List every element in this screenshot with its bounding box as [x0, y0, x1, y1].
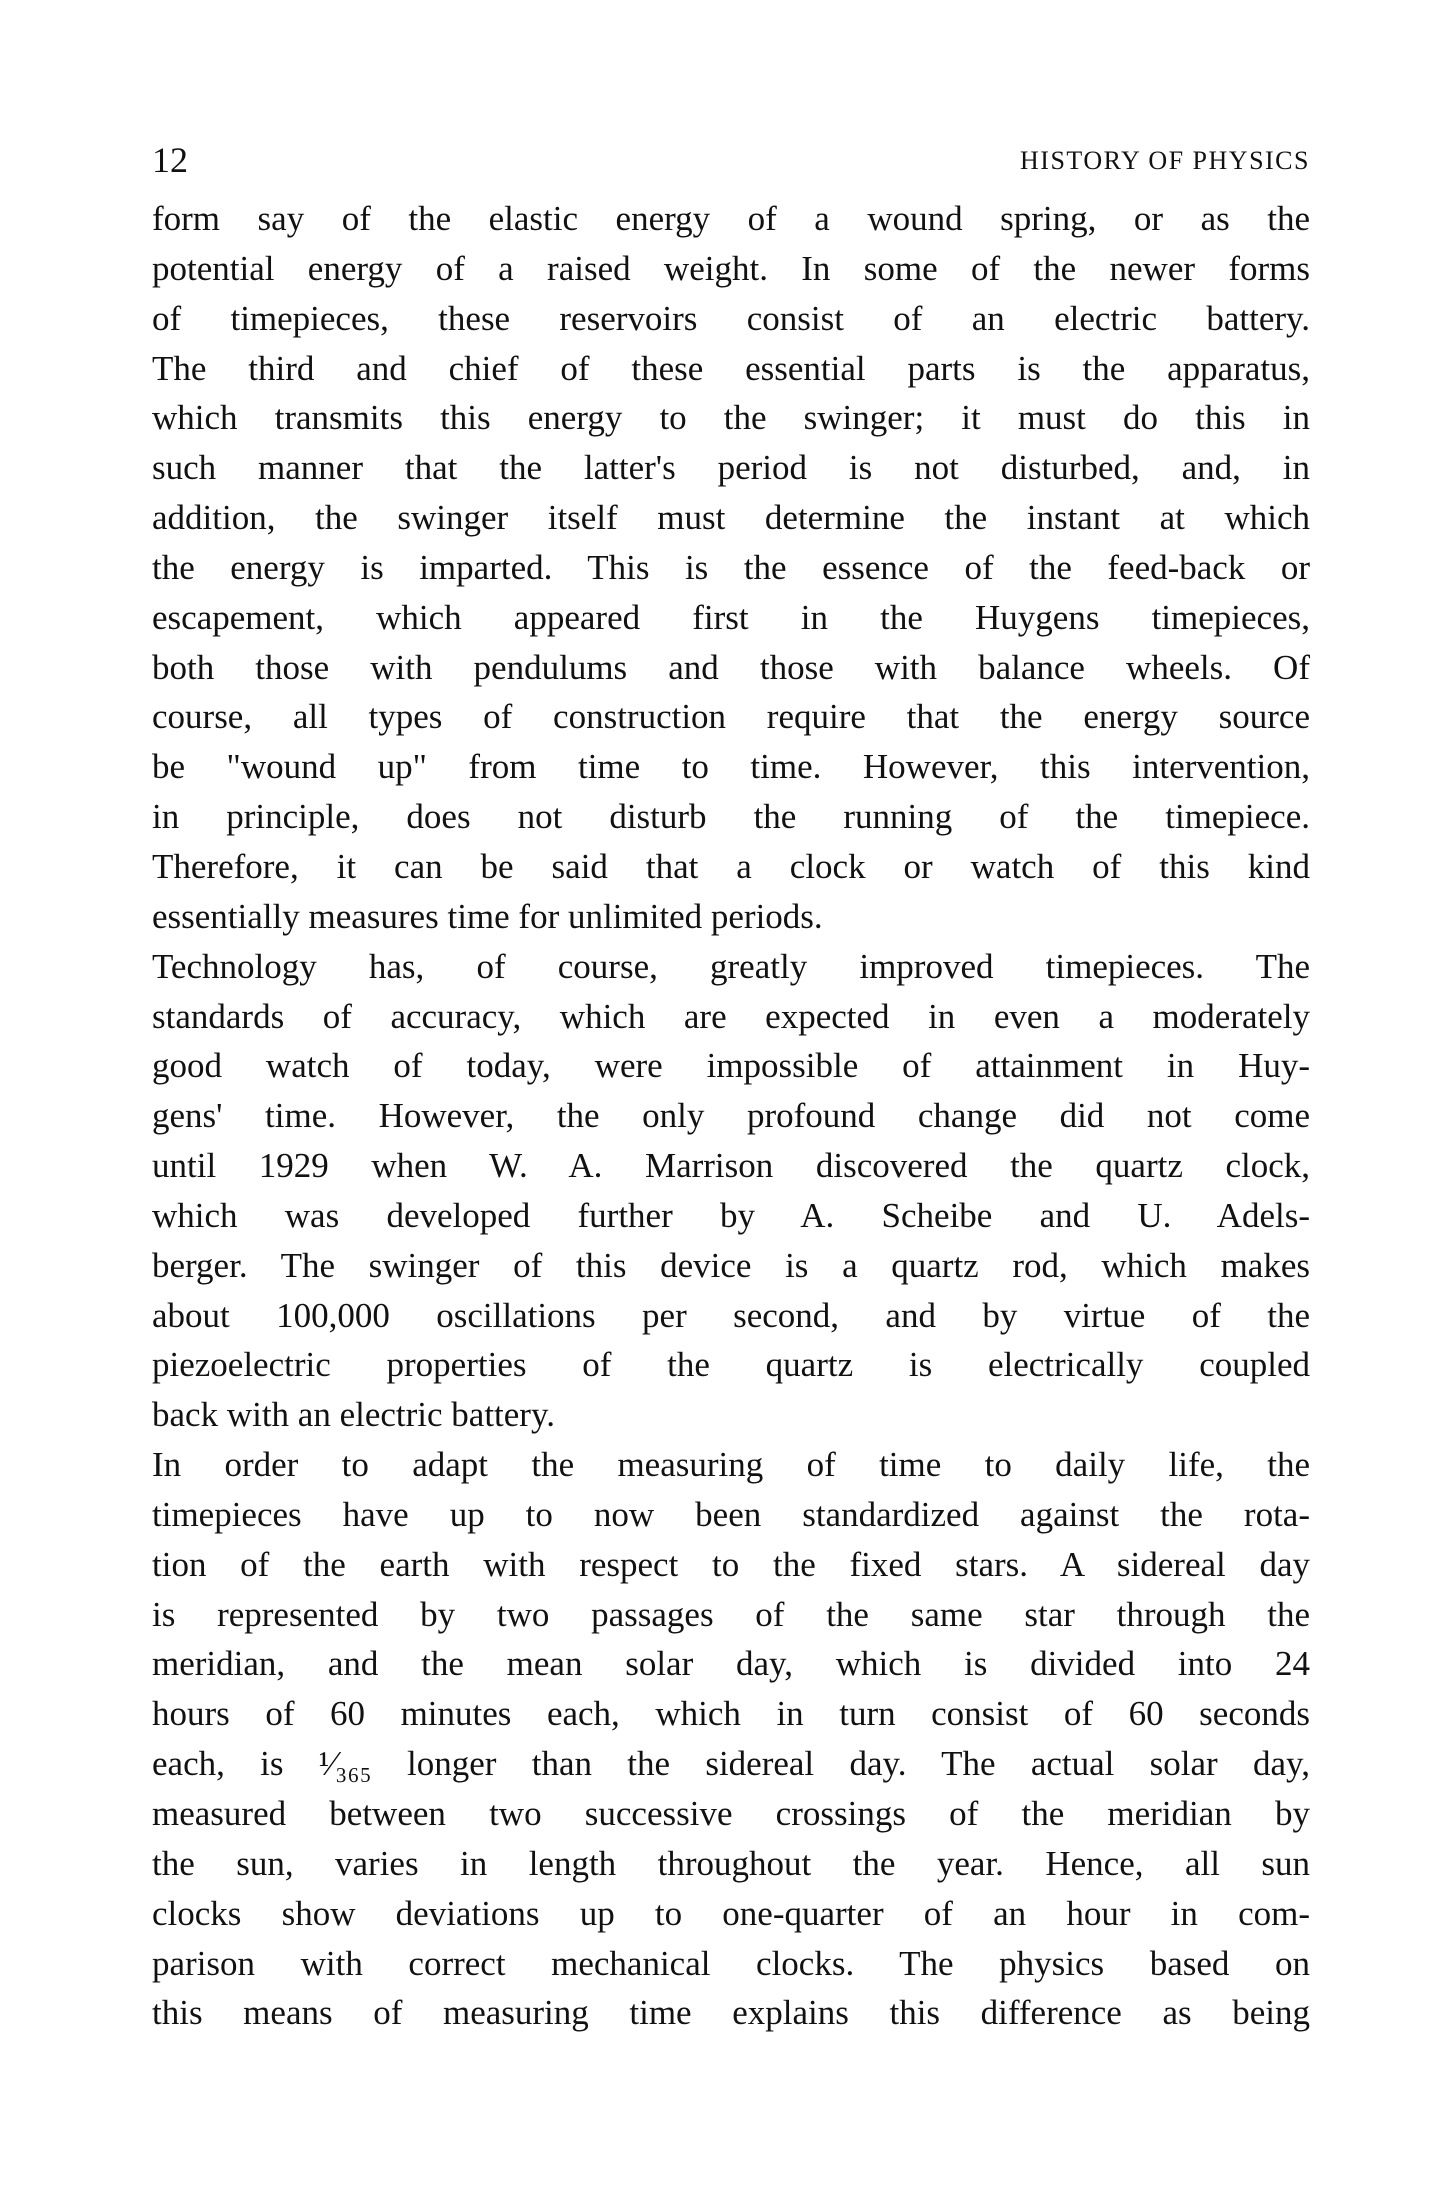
- text-line: The third and chief of these essential parts is the apparatus,: [152, 348, 1310, 388]
- text-line: which was developed further by A. Scheibe and U. Adels-: [152, 1195, 1310, 1235]
- text-line: tion of the earth with respect to the fixed stars. A sidereal day: [152, 1544, 1310, 1584]
- text-line: gens' time. However, the only profound change did not come: [152, 1096, 1310, 1136]
- text-line: be "wound up" from time to time. However, this intervention,: [152, 747, 1310, 787]
- text-line: meridian, and the mean solar day, which is divided into 24: [152, 1644, 1310, 1684]
- text-line: escapement, which appeared first in the Huygens timepieces,: [152, 597, 1310, 637]
- paragraph-2: [152, 942, 1310, 1440]
- text-line: is represented by two passages of the same star through the: [152, 1594, 1310, 1634]
- page-number: 12: [152, 140, 188, 180]
- text-line: standards of accuracy, which are expected in even a moderately: [152, 996, 1310, 1036]
- text-line: of timepieces, these reservoirs consist of an electric battery.: [152, 298, 1310, 338]
- paragraph-3: [152, 1440, 1310, 2038]
- text-line: Therefore, it can be said that a clock or watch of this kind: [152, 846, 1310, 886]
- paragraph-1: [152, 194, 1310, 942]
- running-title: HISTORY OF PHYSICS: [1020, 146, 1310, 175]
- text-line: measured between two successive crossings of the meridian by: [152, 1794, 1310, 1833]
- text-line: the sun, varies in length throughout the year. Hence, all sun: [152, 1843, 1310, 1883]
- text-line: in principle, does not disturb the running of the timepiece.: [152, 797, 1310, 837]
- running-head: [152, 140, 1310, 190]
- text-line: each, is ¹⁄₃₆₅ longer than the sidereal day. The actual solar day,: [152, 1744, 1310, 1784]
- text-line: back with an electric battery.: [152, 1395, 555, 1435]
- text-line: parison with correct mechanical clocks. The physics based on: [152, 1943, 1310, 1983]
- text-line: hours of 60 minutes each, which in turn consist of 60 seconds: [152, 1694, 1310, 1734]
- text-line: In order to adapt the measuring of time to daily life, the: [152, 1445, 1310, 1485]
- text-line: course, all types of construction require that the energy source: [152, 697, 1310, 737]
- text-line: berger. The swinger of this device is a quartz rod, which makes: [152, 1245, 1310, 1285]
- text-line: potential energy of a raised weight. In some of the newer forms: [152, 248, 1310, 288]
- text-line: about 100,000 oscillations per second, and by virtue of the: [152, 1295, 1310, 1335]
- text-line: until 1929 when W. A. Marrison discovered the quartz clock,: [152, 1146, 1310, 1186]
- text-line: this means of measuring time explains this difference as being: [152, 1993, 1310, 2033]
- text-line: clocks show deviations up to one-quarter of an hour in com-: [152, 1893, 1310, 1933]
- text-line: both those with pendulums and those with balance wheels. Of: [152, 647, 1310, 687]
- text-line: such manner that the latter's period is not disturbed, and, in: [152, 448, 1310, 488]
- text-line: which transmits this energy to the swinger; it must do this in: [152, 398, 1310, 438]
- text-line: good watch of today, were impossible of attainment in Huy-: [152, 1046, 1310, 1086]
- text-line: Technology has, of course, greatly improved timepieces. The: [152, 946, 1310, 986]
- body-text: [152, 194, 1310, 2038]
- text-line: piezoelectric properties of the quartz is electrically coupled: [152, 1345, 1310, 1385]
- text-line: essentially measures time for unlimited periods.: [152, 896, 823, 936]
- text-line: form say of the elastic energy of a wound spring, or as the: [152, 199, 1310, 238]
- text-line: the energy is imparted. This is the essence of the feed-back or: [152, 547, 1310, 587]
- text-line: timepieces have up to now been standardized against the rota-: [152, 1494, 1310, 1534]
- book-page: [152, 140, 1310, 2038]
- text-line: addition, the swinger itself must determine the instant at which: [152, 498, 1310, 538]
